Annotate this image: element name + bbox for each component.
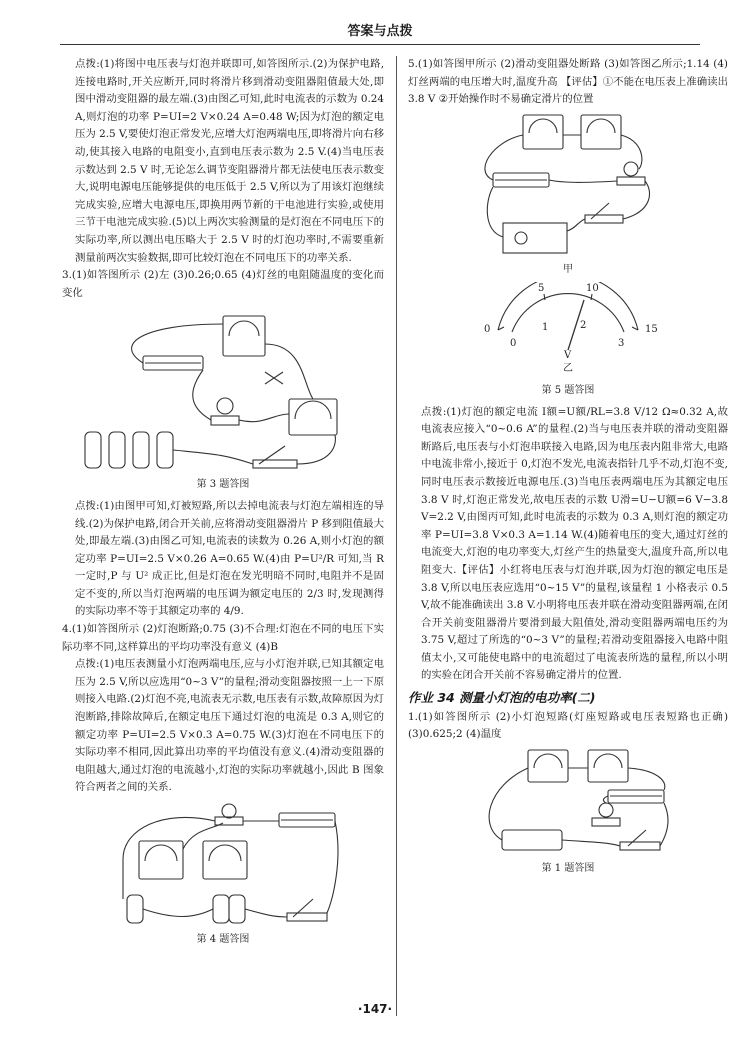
figure-label-yi: 乙 <box>563 363 573 375</box>
answer-q5: 5.(1)如答图甲所示 (2)滑动变阻器处断路 (3)如答图乙所示;1.14 (4)灯丝两端的电压增大时,温度升高 【评估】①不能在电压表上准确读出 3.8 V ②开始操作时不易确定滑片的位置 <box>408 58 728 106</box>
dial-zero-label: 0 <box>484 324 491 336</box>
circuit-figure-q5-jia <box>463 111 673 259</box>
voltmeter-dial-yi <box>468 282 668 358</box>
left-column <box>62 56 384 953</box>
dial-tick-bottom: 1 <box>542 322 549 334</box>
circuit-figure-q4 <box>103 799 343 929</box>
answer-q4: 4.(1)如答图所示 (2)灯泡断路;0.75 (3)不合理:灯泡在不同的电压下实际功率不同,这样算出的平均功率没有意义 (4)B <box>62 623 384 653</box>
right-column <box>408 56 728 881</box>
figure-caption-q3: 第 3 题答图 <box>196 479 250 491</box>
dial-tick-bottom: 3 <box>618 338 625 350</box>
figure-caption-hw34-q1: 第 1 题答图 <box>541 862 595 874</box>
page-number: ·147· <box>357 1002 393 1016</box>
dial-tick-top: 10 <box>586 283 599 295</box>
dial-tick-top: 5 <box>538 283 545 295</box>
dial-end-top-label: 15 <box>645 324 658 336</box>
answer-hw34-q1: 1.(1)如答图所示 (2)小灯泡短路(灯座短路或电压表短路也正确) (3)0.625;2 (4)温度 <box>408 710 728 741</box>
hint-q4: 点拨:(1)电压表测量小灯泡两端电压,应与小灯泡并联,已知其额定电压为 2.5 V,所以应选用“0~3 V”的量程;滑动变阻器按照一上一下原则接入电路.(2)灯泡不亮,电流表无示数,电压表有示数,故障原因为灯泡断路,排除故障后,在额定电压下通过灯泡的电流是 0.3 A,则它的额定功率 P=UI=2.5 V×0.3 A=0.75 W.(3)灯泡在不同电压下的实际功率不相同,因此算出功率的平均值没有意义.(4)滑动变阻器的电阻越大,通过灯泡的电流越小,灯泡的实际功率就越小,因此 B 图象符合两者之间的关系. <box>75 658 384 794</box>
figure-caption-q5: 第 5 题答图 <box>541 384 595 396</box>
figure-label-jia: 甲 <box>563 263 573 275</box>
circuit-figure-q3 <box>73 304 373 474</box>
page-header: 答案与点拨 <box>60 20 700 45</box>
hint-q5: 点拨:(1)灯泡的额定电流 I额=U额/RL=3.8 V/12 Ω≈0.32 A,故电流表应接入“0~0.6 A”的量程.(2)当与电压表并联的滑动变阻器断路后,电压表与小灯泡串联接入电路,因为电压表内阻非常大,电路中电流非常小,接近于 0,灯泡不发光,电流表指针几乎不动,灯泡不变,同时电压表示数接近电源电压.(3)当电压表两端电压为其额定电压 3.8 V 时,灯泡正常发光,故电压表的示数 U滑=U−U额=6 V−3.8 V=2.2 V,由图丙可知,此时电流表的示数为 0.3 A,则灯泡的额定功率 P=UI=3.8 V×0.3 A=1.14 W.(4)随着电压的变大,通过灯丝的电流变大,灯泡的电功率变大,灯丝产生的热量变大,温度升高,所以电阻变大.【评估】小红将电压表与灯泡并联,因为灯泡的额定电压是 3.8 V,所以电压表应选用“0~15 V”的量程,该量程 1 小格表示 0.5 V,故不能准确读出 3.8 V.小明将电压表并联在滑动变阻器两端,在闭合开关前变阻器滑片要滑到最大阻值处,滑动变阻器两端电压约为 3.75 V,超过了所选的“0~3 V”的量程;若滑动变阻器接入电路中阻值太小,又可能使电路中的电流超过了电流表所选的量程,所以小明的实验在闭合开关前不容易确定滑片的位置. <box>421 405 728 682</box>
dial-unit-label: V <box>564 350 572 359</box>
hint-q3: 点拨:(1)由图甲可知,灯被短路,所以去掉电流表与灯泡左端相连的导线.(2)为保护电路,闭合开关前,应将滑动变阻器滑片 P 移到阻值最大处,即最左端.(3)由图乙可知,电流表的读数为 0.26 A,则小灯泡的额定功率 P=UI=2.5 V×0.26 A=0.65 W.(4)由 P=U²/R 可知,当 R 一定时,P 与 U² 成正比,但是灯泡在发光明暗不同时,电阻并不是固定不变的,所以当灯泡两端的电压调为额定电压的 2/3 时,发现测得的实际功率不等于其额定功率的 4/9. <box>75 499 384 618</box>
dial-tick-bottom: 0 <box>510 338 517 350</box>
answer-q3: 3.(1)如答图所示 (2)左 (3)0.26;0.65 (4)灯丝的电阻随温度的变化而变化 <box>62 269 384 299</box>
circuit-figure-hw34-q1 <box>458 746 678 858</box>
dial-tick-bottom: 2 <box>580 320 587 332</box>
hint-q2: 点拨:(1)将图中电压表与灯泡并联即可,如答图所示.(2)为保护电路,连接电路时,开关应断开,同时将滑片移到滑动变阻器阻值最大处,即图中滑动变阻器的最左端.(3)由图乙可知,此时电流表的示数为 0.24 A,则灯泡的功率 P=UI=2 V×0.24 A=0.48 W;因为灯泡的额定电压为 2.5 V,要使灯泡正常发光,应增大灯泡两端电压,即将滑片向右移动,使其接入电路的电阻变小,直到电压表示数为 2.5 V.(4)当电压表示数达到 2.5 V 时,无论怎么调节变阻器滑片都无法使电压表示数变大,说明电源电压能够提供的电压低于 2.5 V,所以为了用该灯泡继续完成实验,应增大电源电压,即换用两节新的干电池进行实验,或使用三节干电池完成实验.(5)以上两次实验测量的是灯泡在不同电压下的实际功率,所以测出电压略大于 2.5 V 时的灯泡功率时,不需要重新测量前两次实验数据,即可比较灯泡在不同电压下的功率关系. <box>75 58 384 264</box>
homework-title-34: 作业 34 测量小灯泡的电功率(二) <box>408 690 596 706</box>
figure-caption-q4: 第 4 题答图 <box>196 934 250 945</box>
column-divider <box>396 56 397 1016</box>
